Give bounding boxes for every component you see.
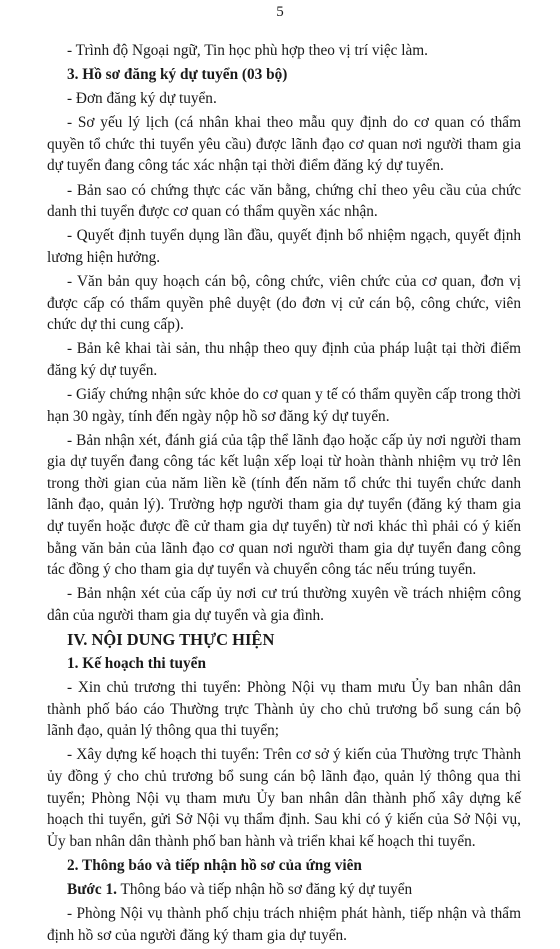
plan-item-build-plan: - Xây dựng kế hoạch thi tuyển: Trên cơ sở ý kiến của Thường trực Thành ủy đồng ý cho chủ trương bổ sung cán bộ lãnh đạo, quản lý thông qua thi tuyển; Phòng Nội vụ tham mưu Ủy ban nhân dân thành phố xây dựng kế hoạch thi tuyển, gửi Sở Nội vụ thẩm định. Sau khi có ý kiến của Sở Nội vụ, Ủy ban nhân dân thành phố ban hành và triển khai kế hoạch thi tuyển.: [47, 746, 521, 850]
step-1-label: Bước 1.: [67, 880, 117, 898]
dossier-item-health-certificate: - Giấy chứng nhận sức khỏe do cơ quan y tế có thẩm quyền cấp trong thời hạn 30 ngày, tính đến ngày nộp hồ sơ đăng ký dự tuyển.: [47, 385, 521, 425]
subsection-heading-exam-plan: 1. Kế hoạch thi tuyển: [67, 655, 206, 673]
subsection-heading-announcement: 2. Thông báo và tiếp nhận hồ sơ của ứng viên: [67, 856, 362, 874]
dossier-item-cv: - Sơ yếu lý lịch (cá nhân khai theo mẫu quy định do cơ quan có thẩm quyền tổ chức thi tuyển yêu cầu) được lãnh đạo cơ quan nơi người tham gia dự tuyển đang công tác xác nhận tại thời điểm đăng ký dự tuyển.: [47, 114, 521, 175]
section-heading-implementation: IV. NỘI DUNG THỰC HIỆN: [67, 629, 275, 649]
dossier-item-recruitment-decision: - Quyết định tuyển dụng lần đầu, quyết định bổ nhiệm ngạch, quyết định lương hiện hưởng.: [47, 227, 521, 266]
step-1-text: Thông báo và tiếp nhận hồ sơ đăng ký dự tuyển: [116, 880, 413, 898]
step-1-paragraph: [47, 879, 521, 901]
requirement-language-it: - Trình độ Ngoại ngữ, Tin học phù hợp theo vị trí việc làm.: [67, 42, 428, 59]
dossier-item-application-form: - Đơn đăng ký dự tuyển.: [67, 90, 217, 108]
plan-item-request-policy: - Xin chủ trương thi tuyển: Phòng Nội vụ tham mưu Ủy ban nhân dân thành phố báo cáo Thường trực Thành ủy cho chủ trương bổ sung cán bộ lãnh đạo, quản lý thông qua thi tuyển;: [47, 679, 521, 740]
dossier-item-residence-review: - Bản nhận xét của cấp ủy nơi cư trú thường xuyên về trách nhiệm công dân của người tham gia dự tuyển và gia đình.: [47, 585, 521, 624]
document-body: [47, 40, 521, 949]
section-heading-dossier: 3. Hồ sơ đăng ký dự tuyển (03 bộ): [67, 66, 288, 84]
dossier-item-leadership-evaluation: - Bản nhận xét, đánh giá của tập thể lãnh đạo hoặc cấp ủy nơi người tham gia dự tuyển đang công tác kết luận xếp loại từ hoàn thành nhiệm vụ trở lên trong thời gian của năm liền kề (tính đến năm tổ chức thi tuyển chức danh lãnh đạo, quản lý). Trường hợp người tham gia dự tuyển (đăng ký tham gia dự tuyển hoặc được đề cử tham gia dự tuyển) từ nơi khác thì phải có ý kiến bằng văn bản của lãnh đạo cơ quan nơi người tham gia dự tuyển đang công tác đồng ý cho tham gia dự tuyển và chuyển công tác nếu trúng tuyển.: [47, 431, 521, 579]
dossier-item-planning-document: - Văn bản quy hoạch cán bộ, công chức, viên chức của cơ quan, đơn vị được cấp có thẩm quyền phê duyệt (do đơn vị cử cán bộ, công chức, viên chức dự thi cung cấp).: [47, 272, 521, 334]
page-number: 5: [276, 4, 284, 20]
step-1-item-internal-affairs: - Phòng Nội vụ thành phố chịu trách nhiệm phát hành, tiếp nhận và thẩm định hồ sơ của người đăng ký tham gia dự tuyển.: [47, 905, 521, 944]
dossier-item-asset-declaration: - Bản kê khai tài sản, thu nhập theo quy định của pháp luật tại thời điểm đăng ký dự tuyển.: [47, 340, 521, 379]
dossier-item-certificates: - Bản sao có chứng thực các văn bằng, chứng chỉ theo yêu cầu của chức danh thi tuyển được cơ quan có thẩm quyền xác nhận.: [47, 181, 521, 221]
